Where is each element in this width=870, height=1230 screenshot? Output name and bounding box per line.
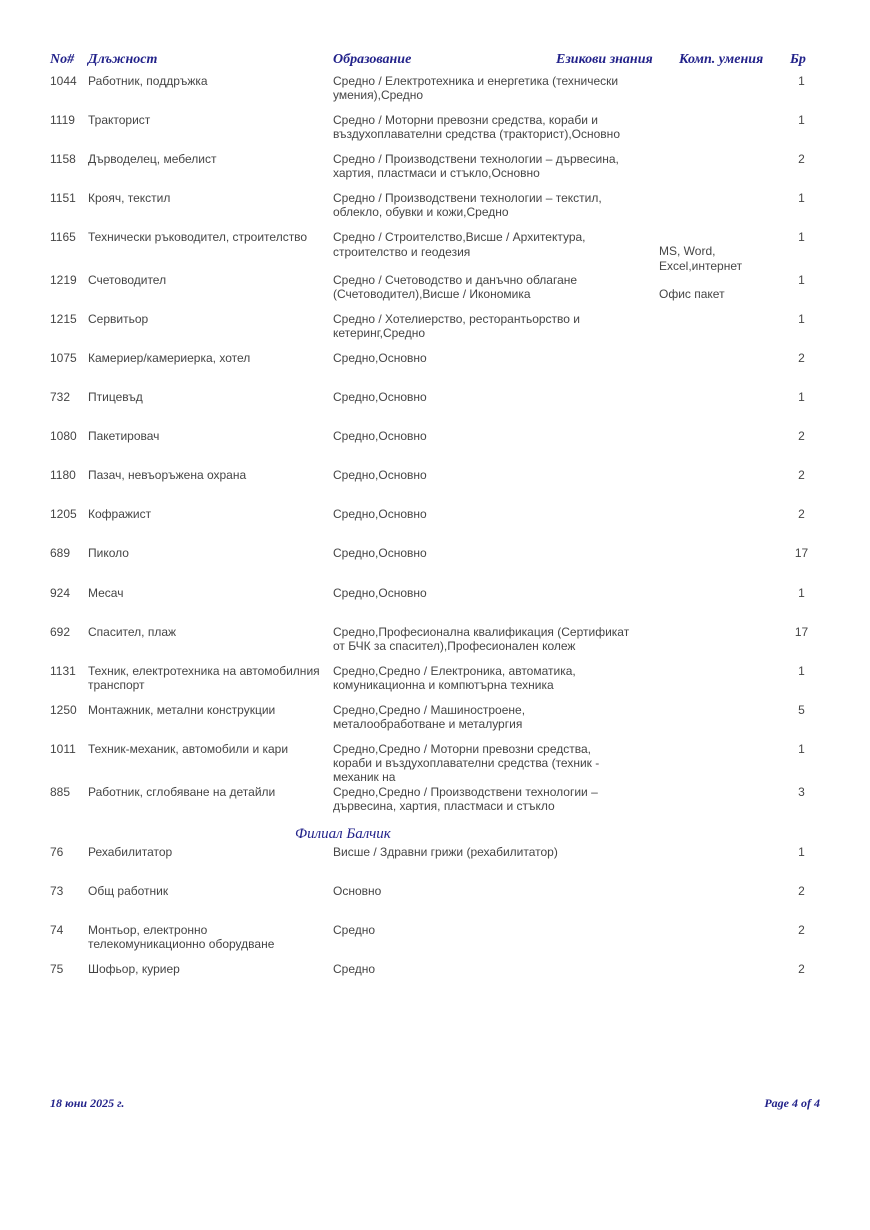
- table-row: [50, 923, 813, 962]
- row-computer-skills: [659, 351, 790, 365]
- row-count: 1: [798, 74, 805, 88]
- row-number: 689: [50, 546, 71, 561]
- row-education: Средно,Професионална квалификация (Сертификат от БЧК за спасител),Професионален колеж: [333, 624, 630, 653]
- table-row: [50, 586, 813, 625]
- row-count: 1: [798, 191, 805, 206]
- header-no: No#: [50, 52, 75, 67]
- row-position: Спасител, плаж: [88, 624, 177, 639]
- rows-main: [50, 74, 813, 824]
- vacancies-table: [50, 48, 813, 1001]
- row-count: 3: [798, 784, 805, 799]
- row-count: 2: [798, 961, 805, 976]
- row-position: Дърводелец, мебелист: [88, 152, 217, 167]
- row-education: Средно,Средно / Електроника, автоматика, комуникационна и компютърна техника: [333, 663, 576, 692]
- header-languages: Езикови знания: [556, 52, 653, 67]
- row-education: Средно,Основно: [333, 546, 427, 561]
- row-computer-skills: [659, 74, 790, 88]
- table-row: [50, 546, 813, 585]
- table-row: [50, 113, 813, 152]
- row-position: Пазач, невъоръжена охрана: [88, 468, 247, 483]
- table-row: [50, 74, 813, 113]
- row-education: Средно: [333, 922, 376, 937]
- row-number: 1075: [50, 350, 77, 365]
- row-number: 1151: [50, 191, 76, 206]
- row-education: Средно,Основно: [333, 429, 427, 444]
- row-number: 1165: [50, 230, 76, 245]
- table-row: [50, 429, 813, 468]
- row-computer-skills: [659, 785, 790, 799]
- row-computer-skills: MS, Word, Excel,интернет: [659, 244, 743, 273]
- row-position: Крояч, текстил: [88, 191, 171, 206]
- row-computer-skills: [659, 625, 790, 639]
- row-count: 2: [798, 507, 805, 522]
- row-position: Общ работник: [88, 883, 169, 898]
- row-position: Счетоводител: [88, 272, 167, 287]
- row-education: Средно,Средно / Машиностроене, металообработване и металургия: [333, 702, 526, 732]
- row-count: 2: [798, 922, 805, 937]
- table-row: [50, 845, 813, 884]
- row-number: 732: [50, 390, 71, 405]
- row-position: Техник-механик, автомобили и кари: [88, 741, 289, 756]
- row-count: 1: [798, 844, 805, 859]
- table-row: [50, 468, 813, 507]
- row-education: Средно / Счетоводство и данъчно облагане (Счетоводител),Висше / Икономика: [333, 272, 578, 301]
- row-computer-skills: [659, 312, 790, 326]
- table-row: [50, 742, 813, 785]
- footer-page-number: Page 4 of 4: [764, 1096, 820, 1110]
- footer-date: 18 юни 2025 г.: [50, 1096, 125, 1110]
- row-position: Тракторист: [88, 113, 151, 128]
- table-row: [50, 312, 813, 351]
- row-computer-skills: [659, 191, 790, 205]
- row-position: Камериер/камериерка, хотел: [88, 350, 251, 365]
- row-position: Сервитьор: [88, 311, 149, 326]
- row-position: Монтажник, метални конструкции: [88, 702, 276, 717]
- row-count: 2: [798, 429, 805, 444]
- table-row: [50, 230, 813, 272]
- row-number: 74: [50, 922, 64, 937]
- row-number: 1219: [50, 272, 77, 287]
- row-education: Средно / Електротехника и енергетика (технически умения),Средно: [333, 74, 619, 103]
- row-computer-skills: [659, 507, 790, 521]
- row-computer-skills: [659, 923, 790, 937]
- row-number: 1119: [50, 113, 75, 128]
- row-position: Техник, електротехника на автомобилния транспорт: [88, 663, 320, 692]
- row-computer-skills: [659, 546, 790, 560]
- header-computer: Комп. умения: [679, 52, 764, 67]
- row-position: Месач: [88, 585, 124, 600]
- row-count: 2: [798, 152, 805, 167]
- row-number: 1215: [50, 311, 77, 326]
- row-education: Средно / Моторни превозни средства, кораби и въздухоплавателни средства (тракторист),Основно: [333, 113, 620, 142]
- table-row: [50, 785, 813, 824]
- row-position: Монтьор, електронно телекомуникационно оборудване: [88, 922, 275, 951]
- row-computer-skills: [659, 962, 790, 976]
- section-header: Филиал Балчик: [295, 825, 391, 842]
- row-computer-skills: [659, 586, 790, 600]
- row-number: 1158: [50, 152, 76, 167]
- row-number: 885: [50, 784, 71, 799]
- table-row: [50, 703, 813, 742]
- row-computer-skills: [659, 845, 790, 859]
- row-computer-skills: Офис пакет: [659, 286, 725, 301]
- row-education: Средно,Средно / Производствени технологии – дървесина, хартия, пластмаси и стъкло: [333, 784, 598, 813]
- rows-branch: [50, 845, 813, 1001]
- table-row: [50, 625, 813, 664]
- row-position: Птицевъд: [88, 390, 143, 405]
- row-education: Средно / Строителство,Висше / Архитектура, строителство и геодезия: [333, 230, 586, 259]
- header-count: Бр: [790, 52, 806, 67]
- row-education: Средно,Основно: [333, 507, 427, 522]
- row-count: 1: [798, 230, 805, 245]
- row-number: 1044: [50, 74, 77, 88]
- row-number: 1250: [50, 702, 77, 717]
- row-number: 75: [50, 961, 64, 976]
- row-position: Шофьор, куриер: [88, 961, 180, 976]
- table-row: [50, 191, 813, 230]
- section-row: [50, 824, 813, 845]
- row-education: Висше / Здравни грижи (рехабилитатор): [333, 844, 558, 859]
- table-row: [50, 884, 813, 923]
- row-count: 1: [798, 663, 805, 678]
- row-number: 1205: [50, 507, 77, 522]
- row-education: Средно,Основно: [333, 350, 427, 365]
- row-count: 17: [794, 546, 809, 561]
- row-education: Средно / Производствени технологии – текстил, облекло, обувки и кожи,Средно: [333, 191, 602, 220]
- table-row: [50, 507, 813, 546]
- table-row: [50, 273, 813, 312]
- table-row: [50, 152, 813, 191]
- table-row: [50, 351, 813, 390]
- row-computer-skills: [659, 703, 790, 717]
- row-count: 1: [798, 390, 805, 405]
- row-position: Пакетировач: [88, 429, 160, 444]
- table-row: [50, 390, 813, 429]
- row-computer-skills: [659, 390, 790, 404]
- row-computer-skills: [659, 664, 790, 678]
- row-position: Кофражист: [88, 507, 152, 522]
- row-number: 924: [50, 585, 71, 600]
- row-count: 1: [798, 113, 805, 128]
- table-header-row: [50, 48, 813, 68]
- row-computer-skills: [659, 468, 790, 482]
- row-count: 5: [798, 702, 805, 717]
- row-count: 2: [798, 468, 805, 483]
- row-education: Средно / Хотелиерство, ресторантьорство и кетеринг,Средно: [333, 311, 581, 341]
- row-count: 2: [798, 883, 805, 898]
- row-count: 2: [798, 350, 805, 365]
- row-number: 1131: [50, 663, 76, 678]
- row-position: Работник, поддръжка: [88, 74, 208, 88]
- row-education: Основно: [333, 883, 382, 898]
- row-education: Средно,Основно: [333, 585, 427, 600]
- row-count: 1: [798, 741, 805, 756]
- row-position: Технически ръководител, строителство: [88, 230, 308, 245]
- table-row: [50, 664, 813, 703]
- row-position: Работник, сглобяване на детайли: [88, 784, 276, 799]
- row-computer-skills: [659, 742, 790, 756]
- row-education: Средно,Средно / Моторни превозни средства, кораби и въздухоплавателни средства (техник - механик на: [333, 741, 600, 785]
- row-position: Рехабилитатор: [88, 844, 173, 859]
- row-computer-skills: [659, 429, 790, 443]
- row-education: Средно / Производствени технологии – дървесина, хартия, пластмаси и стъкло,Основно: [333, 152, 619, 181]
- row-computer-skills: [659, 884, 790, 898]
- table-row: [50, 962, 813, 1001]
- row-number: 73: [50, 883, 64, 898]
- row-education: Средно: [333, 961, 376, 976]
- row-number: 1180: [50, 468, 76, 483]
- row-count: 1: [798, 272, 805, 287]
- header-position: Длъжност: [88, 52, 158, 67]
- row-number: 1080: [50, 429, 77, 444]
- row-position: Пиколо: [88, 546, 129, 561]
- row-computer-skills: [659, 113, 790, 127]
- row-number: 76: [50, 844, 64, 859]
- row-number: 692: [50, 624, 71, 639]
- row-computer-skills: [659, 152, 790, 166]
- row-count: 1: [798, 311, 805, 326]
- row-education: Средно,Основно: [333, 390, 427, 405]
- row-count: 17: [794, 624, 809, 639]
- row-count: 1: [798, 585, 805, 600]
- row-number: 1011: [50, 741, 76, 756]
- header-education: Образование: [333, 52, 412, 67]
- row-education: Средно,Основно: [333, 468, 427, 483]
